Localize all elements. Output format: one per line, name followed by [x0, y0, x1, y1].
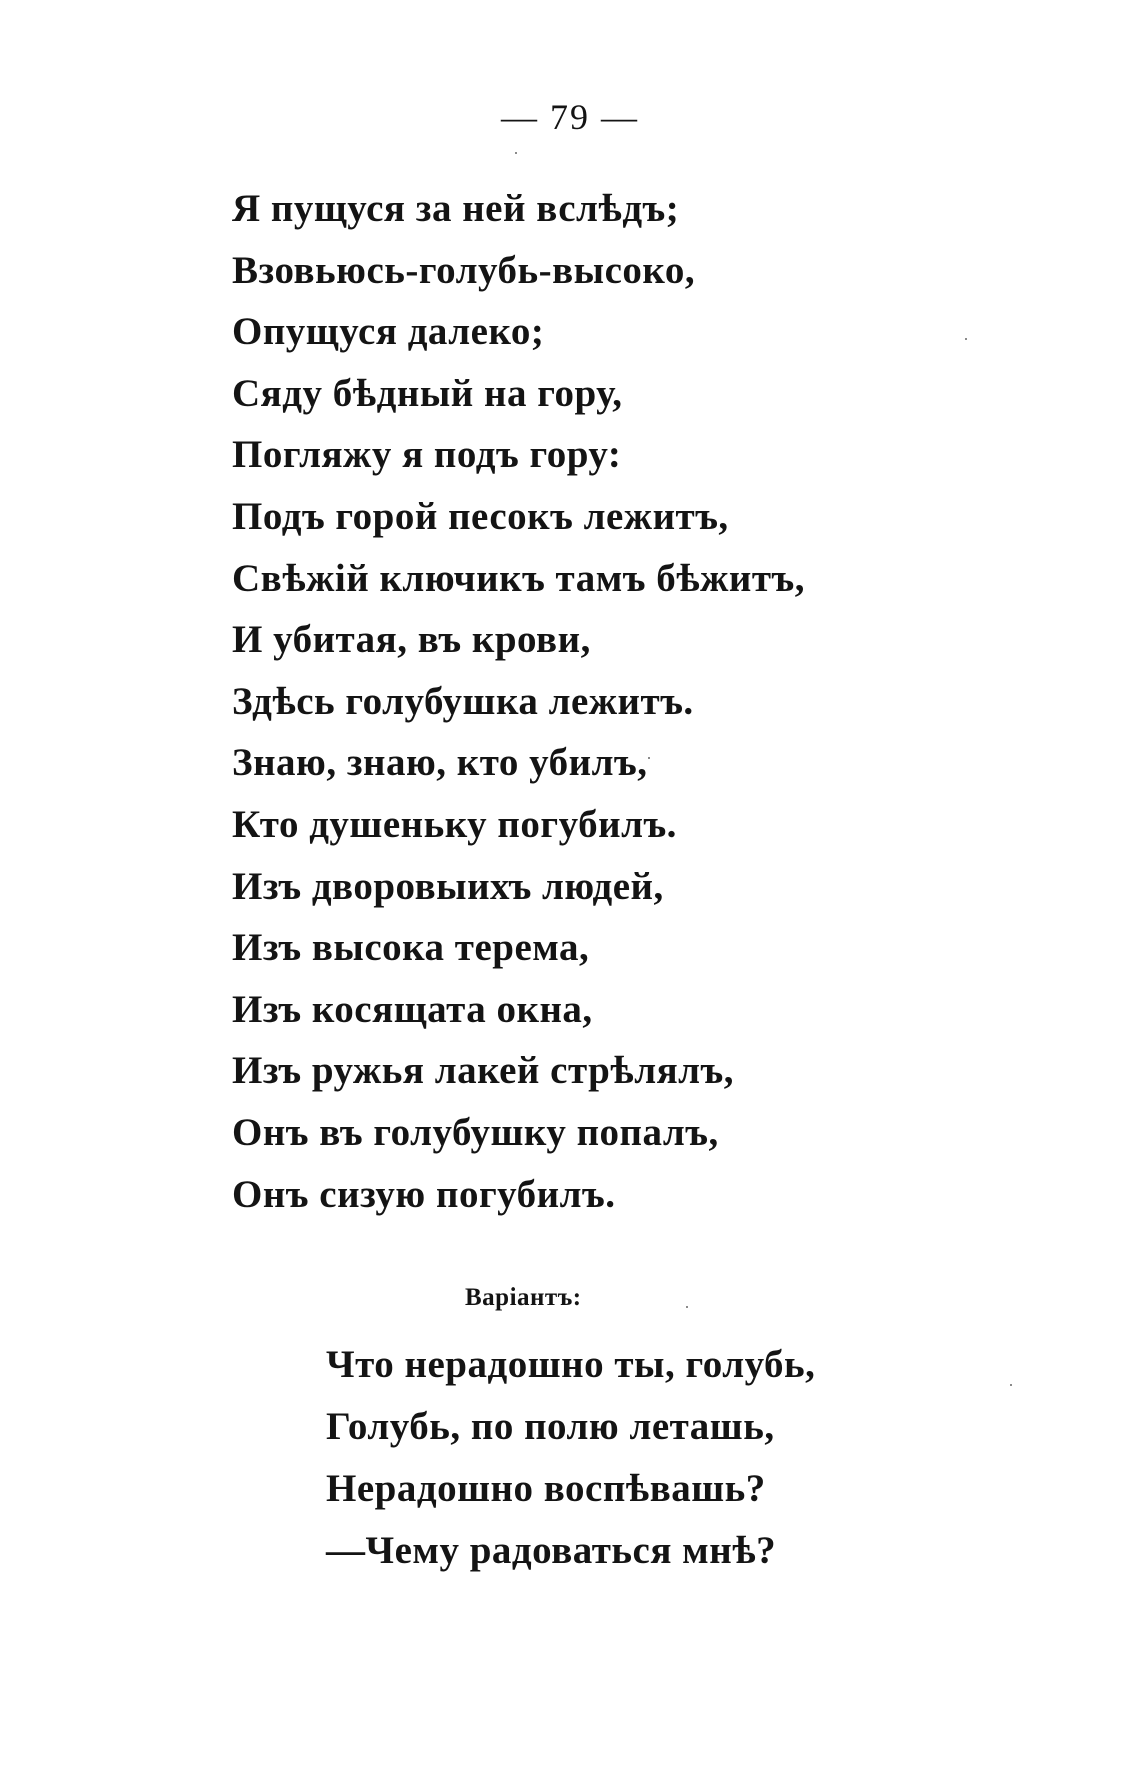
poem-line: Изъ ружья лакей стрѣлялъ,: [232, 1049, 735, 1093]
scan-speck: [648, 757, 650, 759]
poem-line: Изъ дворовыихъ людей,: [232, 864, 664, 908]
poem-line: Онъ сизую погубилъ.: [232, 1172, 616, 1216]
variant-text: [326, 1334, 815, 1582]
poem-line: Свѣжій ключикъ тамъ бѣжитъ,: [232, 556, 806, 600]
scan-speck: [515, 152, 517, 154]
scan-speck: [686, 1306, 688, 1308]
poem-line: Я пущуся за ней вслѣдъ;: [232, 187, 680, 230]
poem-line: Погляжу я подъ гору:: [232, 433, 622, 477]
poem-line: Знаю, знаю, кто убилъ,: [232, 741, 648, 785]
poem-line: Здѣсь голубушка лежитъ.: [232, 679, 694, 723]
poem-text: [232, 178, 805, 1225]
variant-heading: Варіантъ:: [465, 1284, 582, 1311]
poem-line: Сяду бѣдный на гору,: [232, 371, 623, 415]
poem-line: И убитая, въ крови,: [232, 618, 591, 662]
scan-speck: [965, 338, 967, 340]
poem-line: Онъ въ голубушку попалъ,: [232, 1110, 719, 1154]
poem-line: Кто душеньку погубилъ.: [232, 802, 677, 846]
variant-line: —Чему радоваться мнѣ?: [326, 1529, 777, 1572]
poem-line: Опущуся далеко;: [232, 310, 545, 354]
poem-line: Взовьюсь-голубь-высоко,: [232, 248, 696, 292]
variant-line: Голубь, по полю леташь,: [326, 1405, 775, 1448]
variant-line: Нерадошно воспѣвашь?: [326, 1467, 766, 1510]
scan-speck: [1010, 1384, 1012, 1386]
poem-line: Изъ высока терема,: [232, 926, 590, 970]
page-number: — 79 —: [501, 97, 639, 137]
variant-line: Что нерадошно ты, голубь,: [326, 1343, 816, 1386]
poem-line: Подъ горой песокъ лежитъ,: [232, 494, 729, 538]
poem-line: Изъ косящата окна,: [232, 987, 593, 1031]
